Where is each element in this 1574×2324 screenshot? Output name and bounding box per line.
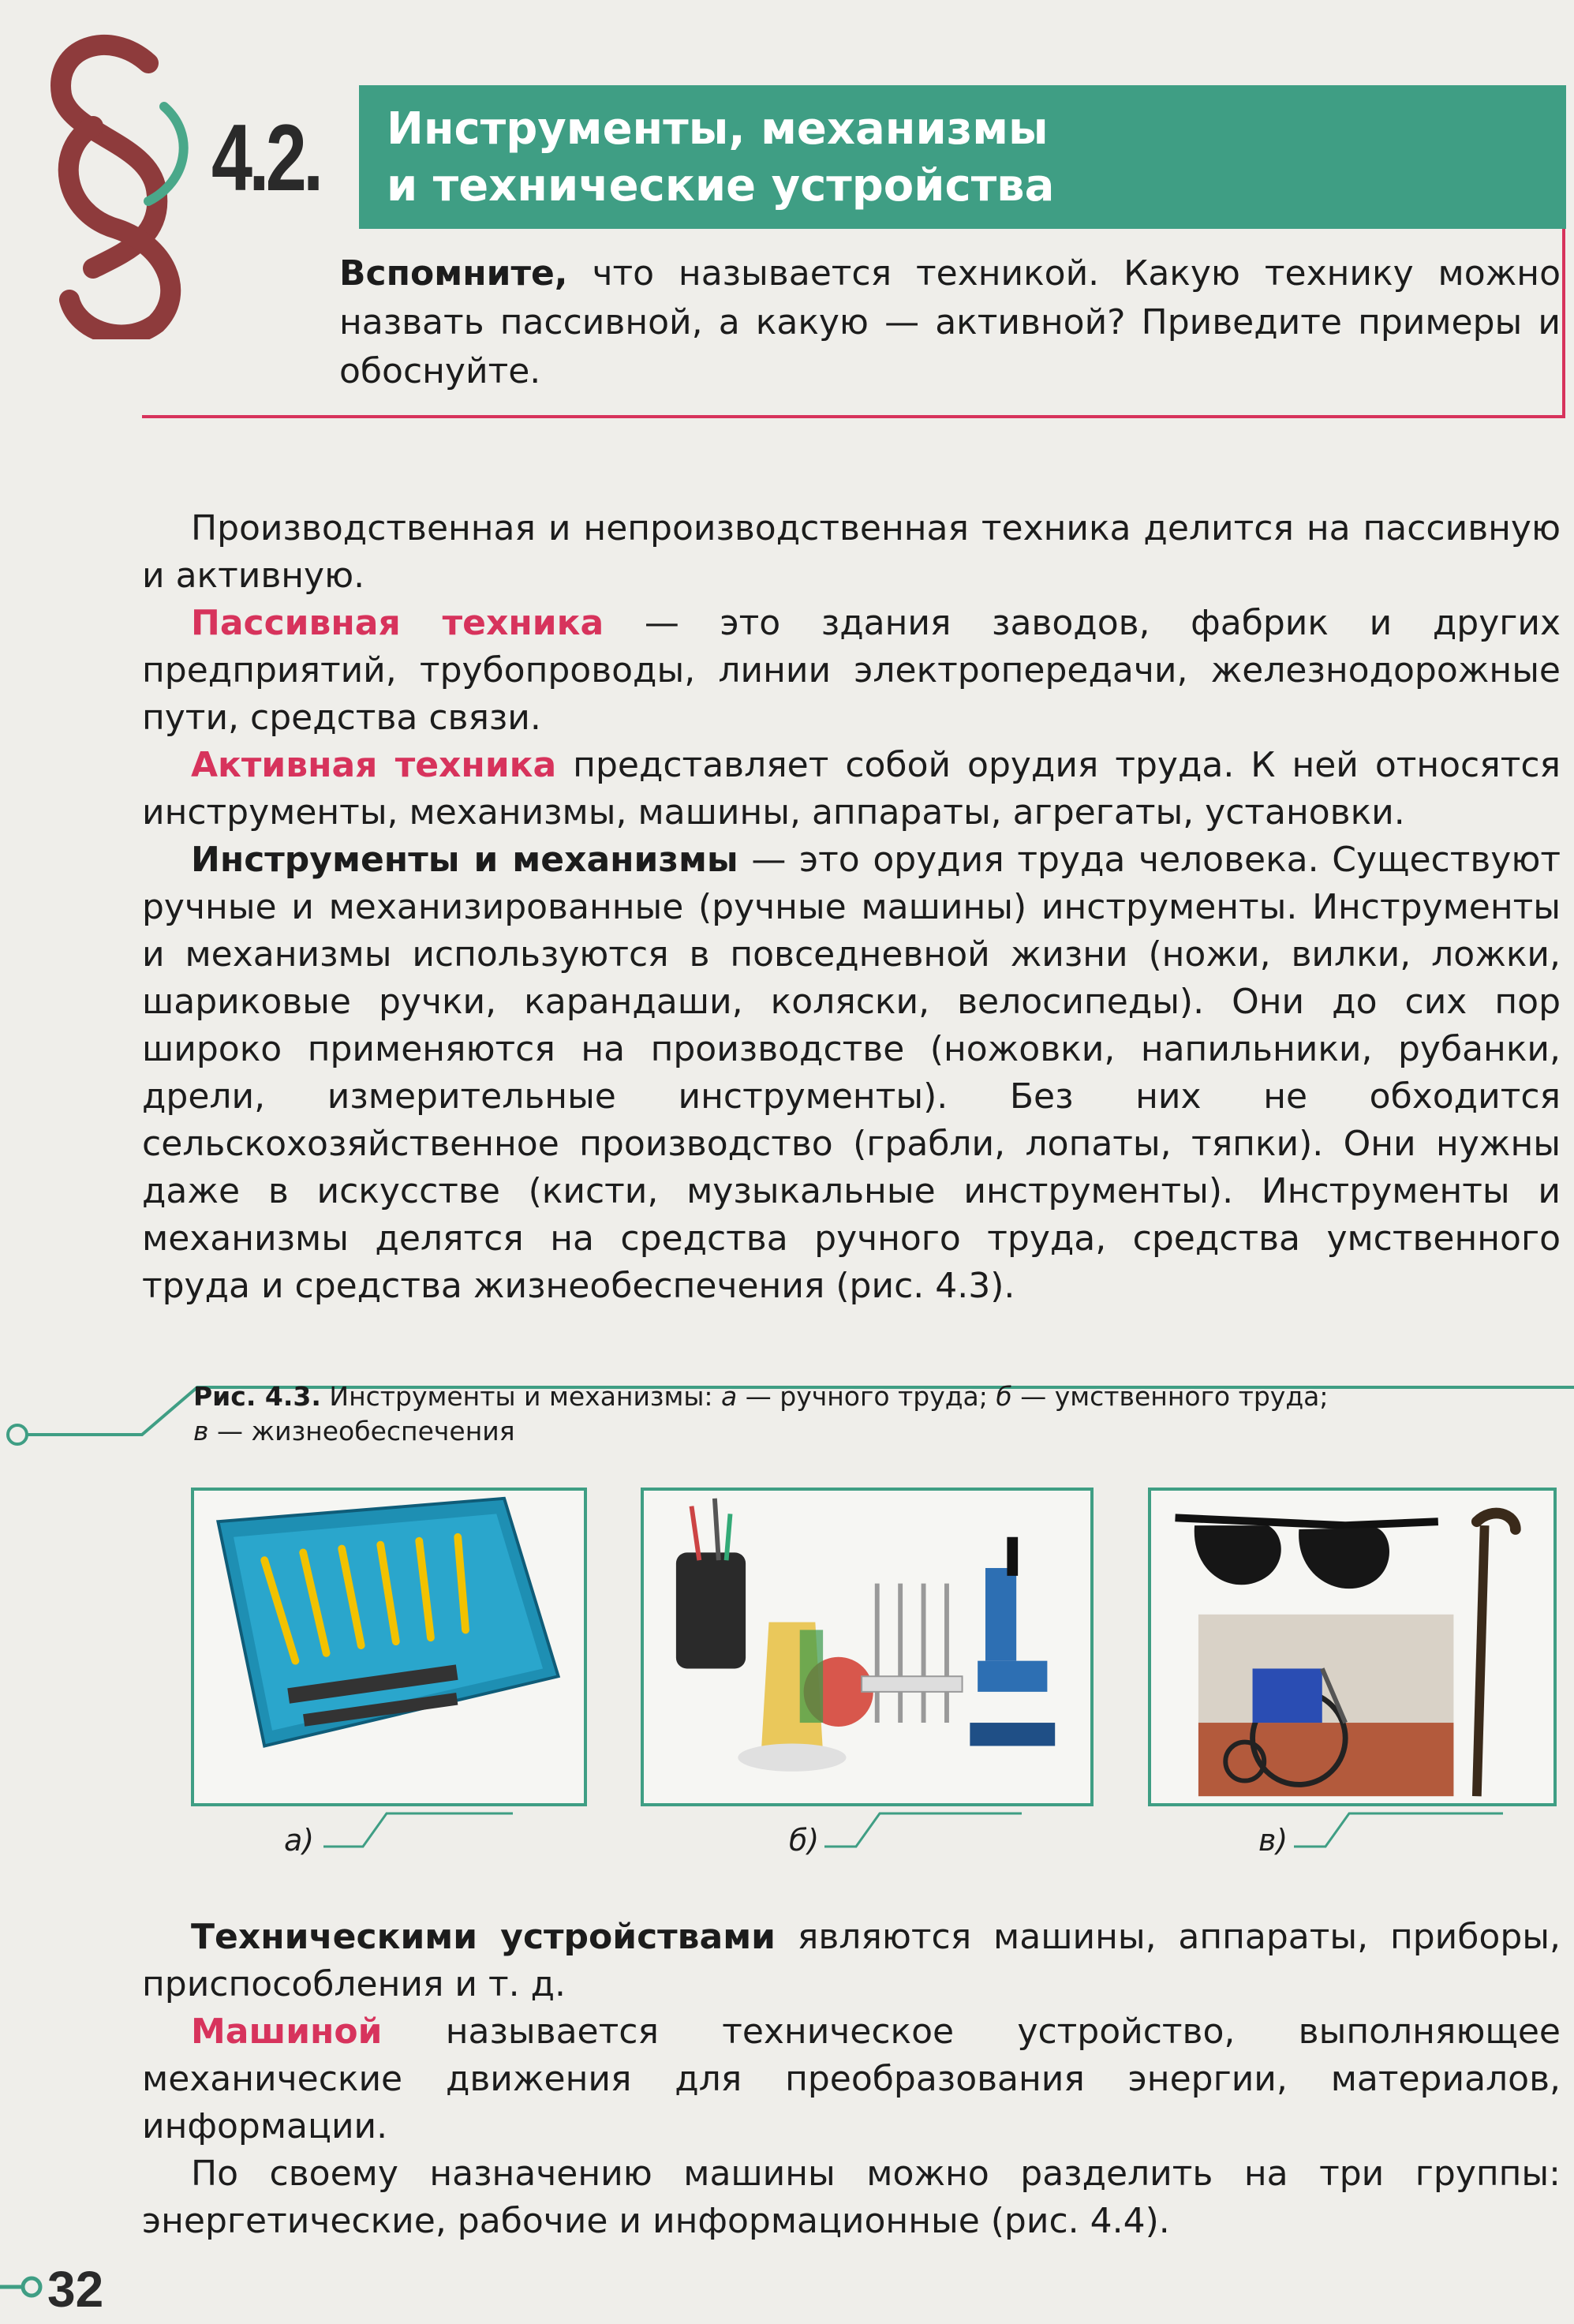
title-line-2: и технические устройства (387, 160, 1055, 211)
page-number: 32 (47, 2261, 104, 2318)
caption-letter-a: а (721, 1381, 738, 1412)
toolkit-image (194, 1491, 584, 1803)
panel-label-c: в) (1258, 1823, 1288, 1858)
term-technical-devices: Техническими устройствами (191, 1917, 776, 1957)
term-active: Активная техника (191, 745, 557, 785)
caption-part-3: — умственного труда; (1011, 1381, 1329, 1412)
paragraph-5-text: являются машины, аппараты, приборы, приспособления и т. д. (142, 1917, 1561, 2004)
remember-body: что называется техникой. Какую технику можно назвать пассивной, а какую — активной? Приведите примеры и обоснуйте. (339, 253, 1561, 391)
remember-question (339, 249, 1561, 396)
paragraph-3 (142, 742, 1561, 836)
panel-label-a: а) (284, 1823, 315, 1858)
paragraph-7: По своему назначению машины можно разделить на три группы: энергетические, рабочие и информационные (рис. 4.4). (142, 2154, 1561, 2241)
paragraph-2-text: — это здания заводов, фабрик и других предприятий, трубопроводы, линии электропередачи, железнодорожные пути, средства связи. (142, 603, 1561, 738)
lab-equipment-image (644, 1491, 1090, 1803)
caption-letter-c: в (193, 1416, 209, 1446)
paragraph-6-text: называется техническое устройство, выполняющее механические движения для преобразования энергии, материалов, информации. (142, 2012, 1561, 2146)
page-number-marker-icon (0, 2275, 44, 2299)
photo-manual-tools (191, 1488, 587, 1806)
panel-connectors (0, 1807, 1574, 1862)
life-support-image (1151, 1491, 1553, 1803)
caption-letter-b: б (996, 1381, 1012, 1412)
photo-mental-work-tools (641, 1488, 1094, 1806)
paragraph-1: Производственная и непроизводственная техника делится на пассивную и активную. (142, 508, 1561, 596)
section-number: 4.2. (211, 105, 320, 211)
photo-life-support-tools (1148, 1488, 1557, 1806)
caption-part-2: — ручного труда; (737, 1381, 996, 1412)
figure-label: Рис. 4.3. (193, 1381, 321, 1412)
paragraph-2 (142, 600, 1561, 742)
paragraph-5 (142, 1914, 1561, 2008)
paragraph-3-text: представляет собой орудия труда. К ней относятся инструменты, механизмы, машины, аппараты, агрегаты, установки. (142, 745, 1561, 833)
paragraph-4-text: — это орудия труда человека. Существуют ручные и механизированные (ручные машины) инструменты. Инструменты и механизмы используются в повседневной жизни (ножи, вилки, ложки, шариковые ручки, карандаши, коляски, велосипеды). Они до сих пор широко применяются на производстве (ножовки, напильники, рубанки, дрели, измерительные инструменты). Без них не обходится сельскохозяйственное производство (грабли, лопаты, тяпки). Они нужны даже в искусстве (кисти, музыкальные инструменты). Инструменты и механизмы делятся на средства ручного труда, средства умственного труда и средства жизнеобеспечения (рис. 4.3). (142, 840, 1561, 1306)
term-passive: Пассивная техника (191, 603, 604, 643)
paragraph-4 (142, 836, 1561, 1310)
paragraph-6 (142, 2008, 1561, 2150)
panel-label-b: б) (789, 1823, 820, 1858)
caption-part-1: Инструменты и механизмы: (320, 1381, 722, 1412)
section-title (387, 101, 1054, 215)
caption-part-4: — жизнеобеспечения (208, 1416, 515, 1446)
title-line-1: Инструменты, механизмы (387, 103, 1049, 155)
term-machine: Машиной (191, 2012, 383, 2052)
figure-caption (193, 1379, 1566, 1449)
remember-lead: Вспомните, (339, 253, 568, 294)
body-text-bottom (142, 1914, 1561, 2245)
body-text-top (142, 505, 1561, 1310)
term-tools: Инструменты и механизмы (191, 840, 738, 880)
